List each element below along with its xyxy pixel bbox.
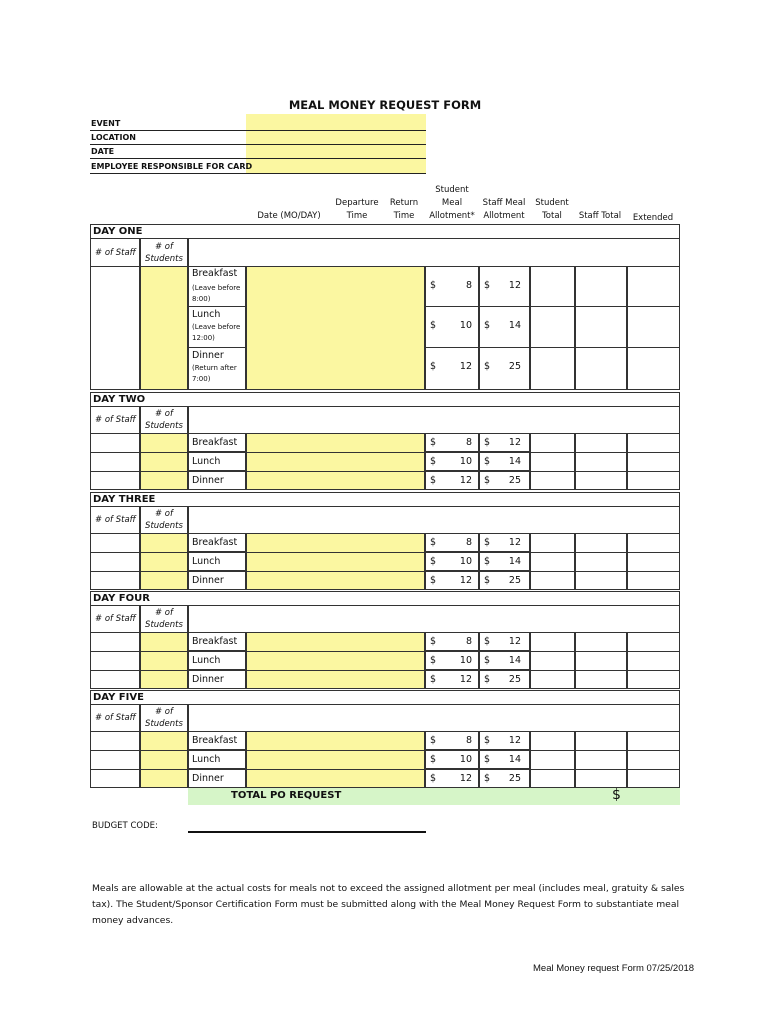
currency-symbol: $ [484, 456, 491, 467]
col-student-total: Student Total [535, 198, 569, 221]
students-column-cell[interactable] [140, 433, 188, 490]
student-amount: 8 [465, 437, 472, 448]
staff-allotment-cell [479, 571, 530, 590]
students-count-cell[interactable] [140, 238, 188, 267]
col-extended: Extended [632, 213, 674, 223]
students-label: # of Students [145, 409, 183, 431]
staff-column-cell [90, 731, 140, 788]
staff-column-cell [90, 433, 140, 490]
student-allotment-cell [425, 552, 479, 571]
student-amount: 8 [465, 280, 472, 291]
student-allotment-cell [425, 731, 479, 750]
date-time-input-area[interactable] [246, 433, 425, 490]
meal-label-cell [188, 552, 246, 571]
student-allotment-cell [425, 347, 479, 390]
staff-amount: 14 [508, 456, 521, 467]
currency-symbol: $ [430, 456, 437, 467]
divider [90, 571, 680, 572]
staff-amount: 14 [508, 655, 521, 666]
student-amount: 10 [459, 655, 472, 666]
event-label: EVENT [91, 119, 121, 128]
staff-allotment-cell [479, 266, 530, 307]
staff-count-cell[interactable] [90, 605, 140, 633]
meal-label-cell [188, 306, 246, 348]
currency-symbol: $ [430, 437, 437, 448]
meal-name: Lunch [192, 556, 221, 567]
day-four-title-row [90, 591, 680, 605]
currency-symbol: $ [430, 475, 437, 486]
meal-name: Breakfast [192, 268, 238, 279]
divider [90, 158, 426, 159]
student-amount: 12 [459, 773, 472, 784]
student-total-column [530, 632, 575, 689]
meal-label-cell [188, 632, 246, 651]
currency-symbol: $ [430, 537, 437, 548]
staff-amount: 12 [508, 735, 521, 746]
day-blank-row [188, 406, 680, 434]
currency-symbol: $ [484, 537, 491, 548]
students-column-cell[interactable] [140, 266, 188, 390]
meal-label-cell [188, 533, 246, 552]
budget-code-label: BUDGET CODE: [92, 821, 158, 831]
students-count-cell[interactable] [140, 506, 188, 534]
staff-count-cell[interactable] [90, 406, 140, 434]
divider [530, 306, 680, 307]
student-allotment-cell [425, 750, 479, 769]
student-allotment-cell [425, 533, 479, 552]
day-four-title: DAY FOUR [93, 593, 150, 604]
currency-symbol: $ [484, 320, 491, 331]
meal-label-cell [188, 452, 246, 471]
student-amount: 12 [459, 674, 472, 685]
meal-label-cell [188, 731, 246, 750]
student-amount: 12 [459, 475, 472, 486]
meal-label-cell [188, 670, 246, 689]
staff-amount: 25 [508, 475, 521, 486]
meal-label-cell [188, 750, 246, 769]
meal-name: Breakfast [192, 437, 238, 448]
meal-label-cell [188, 571, 246, 590]
meal-label-cell [188, 266, 246, 307]
meal-label-cell [188, 433, 246, 452]
staff-total-column [575, 731, 627, 788]
divider [90, 651, 680, 652]
currency-symbol: $ [430, 655, 437, 666]
date-time-input-area[interactable] [246, 266, 425, 390]
currency-symbol: $ [484, 636, 491, 647]
staff-allotment-cell [479, 452, 530, 471]
meal-name: Dinner [192, 475, 224, 486]
staff-allotment-cell [479, 769, 530, 788]
allowance-note: Meals are allowable at the actual costs for meals not to exceed the assigned allotment per meal (includes meal, gratuity & sales tax). The Student/Sponsor Certification Form must be submitted along with the Meal Money Request Form to substantiate meal money advances. [92, 883, 685, 926]
staff-allotment-cell [479, 471, 530, 490]
staff-amount: 12 [508, 537, 521, 548]
staff-column-cell [90, 533, 140, 590]
staff-allotment-cell [479, 533, 530, 552]
student-amount: 8 [465, 735, 472, 746]
student-amount: 8 [465, 636, 472, 647]
col-student-meal: Student Meal Allotment* [429, 185, 475, 221]
meal-label-cell [188, 651, 246, 670]
divider [90, 769, 680, 770]
student-allotment-cell [425, 266, 479, 307]
meal-note: (Leave before 12:00) [192, 323, 241, 342]
staff-amount: 25 [508, 773, 521, 784]
divider [90, 173, 426, 174]
student-total-column [530, 266, 575, 390]
col-date: Date (MO/DAY) [257, 211, 321, 221]
staff-total-column [575, 533, 627, 590]
currency-symbol: $ [430, 361, 437, 372]
staff-amount: 14 [508, 556, 521, 567]
col-departure: Departure Time [335, 198, 379, 221]
meal-name: Lunch [192, 456, 221, 467]
staff-label: # of Staff [95, 713, 136, 723]
divider [90, 452, 680, 453]
staff-total-column [575, 632, 627, 689]
students-label: # of Students [145, 707, 183, 729]
meal-note: (Return after 7:00) [192, 364, 237, 383]
students-count-cell[interactable] [140, 605, 188, 633]
form-title: MEAL MONEY REQUEST FORM [288, 98, 482, 112]
currency-symbol: $ [484, 361, 491, 372]
staff-amount: 14 [508, 320, 521, 331]
currency-symbol: $ [484, 437, 491, 448]
currency-symbol: $ [430, 735, 437, 746]
student-amount: 12 [459, 361, 472, 372]
students-column-cell[interactable] [140, 533, 188, 590]
staff-allotment-cell [479, 731, 530, 750]
student-allotment-cell [425, 670, 479, 689]
day-one-blank-row [188, 238, 680, 267]
meal-name: Dinner [192, 350, 224, 361]
divider [90, 670, 680, 671]
total-label: TOTAL PO REQUEST [231, 790, 342, 801]
day-five-title: DAY FIVE [93, 692, 144, 703]
staff-column-cell [90, 632, 140, 689]
staff-allotment-cell [479, 306, 530, 348]
day-one-title: DAY ONE [93, 226, 143, 237]
col-staff-total: Staff Total [578, 211, 622, 221]
meal-name: Breakfast [192, 636, 238, 647]
currency-symbol: $ [430, 575, 437, 586]
extended-column [627, 266, 680, 390]
day-blank-row [188, 704, 680, 732]
divider [530, 347, 680, 348]
staff-allotment-cell [479, 670, 530, 689]
student-total-column [530, 731, 575, 788]
currency-symbol: $ [484, 773, 491, 784]
students-count-cell[interactable] [140, 406, 188, 434]
student-amount: 10 [459, 754, 472, 765]
extended-column [627, 533, 680, 590]
divider [90, 471, 680, 472]
student-amount: 10 [459, 556, 472, 567]
staff-label: # of Staff [95, 515, 136, 525]
meal-name: Lunch [192, 754, 221, 765]
day-blank-row [188, 605, 680, 633]
meal-name: Lunch [192, 655, 221, 666]
student-allotment-cell [425, 769, 479, 788]
day-blank-row [188, 506, 680, 534]
currency-symbol: $ [430, 674, 437, 685]
students-count-cell[interactable] [140, 704, 188, 732]
currency-symbol: $ [484, 575, 491, 586]
employee-label: EMPLOYEE RESPONSIBLE FOR CARD [91, 162, 253, 171]
meal-name: Dinner [192, 575, 224, 586]
date-time-input-area[interactable] [246, 731, 425, 788]
student-amount: 12 [459, 575, 472, 586]
day-two-title-row [90, 392, 680, 406]
extended-column [627, 433, 680, 490]
col-staff-meal: Staff Meal Allotment [482, 198, 526, 221]
currency-symbol: $ [484, 674, 491, 685]
currency-symbol: $ [430, 556, 437, 567]
meal-name: Dinner [192, 674, 224, 685]
staff-amount: 12 [508, 636, 521, 647]
students-label: # of Students [145, 608, 183, 630]
staff-allotment-cell [479, 632, 530, 651]
currency-symbol: $ [484, 754, 491, 765]
students-column-cell[interactable] [140, 632, 188, 689]
staff-amount: 12 [508, 280, 521, 291]
divider [90, 130, 426, 131]
student-total-column [530, 533, 575, 590]
currency-symbol: $ [430, 280, 437, 291]
staff-amount: 25 [508, 575, 521, 586]
currency-symbol: $ [484, 475, 491, 486]
student-allotment-cell [425, 452, 479, 471]
meal-label-cell [188, 769, 246, 788]
student-amount: 10 [459, 320, 472, 331]
staff-count-cell[interactable] [90, 238, 140, 267]
meal-label-cell [188, 347, 246, 390]
staff-count-cell[interactable] [90, 506, 140, 534]
date-time-input-area[interactable] [246, 533, 425, 590]
staff-amount: 12 [508, 437, 521, 448]
total-row [188, 788, 680, 805]
total-currency: $ [612, 787, 621, 803]
student-allotment-cell [425, 306, 479, 348]
staff-amount: 25 [508, 361, 521, 372]
currency-symbol: $ [484, 280, 491, 291]
currency-symbol: $ [484, 556, 491, 567]
student-total-column [530, 433, 575, 490]
meal-name: Lunch [192, 309, 221, 320]
students-column-cell[interactable] [140, 731, 188, 788]
meal-label-cell [188, 471, 246, 490]
student-allotment-cell [425, 632, 479, 651]
staff-label: # of Staff [95, 248, 136, 258]
meal-name: Breakfast [192, 537, 238, 548]
currency-symbol: $ [430, 754, 437, 765]
meal-note: (Leave before 8:00) [192, 284, 241, 303]
staff-total-column [575, 266, 627, 390]
meal-name: Breakfast [192, 735, 238, 746]
staff-column-cell [90, 266, 140, 390]
day-two-title: DAY TWO [93, 394, 146, 405]
student-allotment-cell [425, 471, 479, 490]
location-label: LOCATION [91, 133, 136, 142]
footer-text: Meal Money request Form 07/25/2018 [533, 963, 695, 974]
divider [90, 144, 426, 145]
currency-symbol: $ [484, 735, 491, 746]
extended-column [627, 731, 680, 788]
staff-amount: 25 [508, 674, 521, 685]
currency-symbol: $ [430, 320, 437, 331]
staff-allotment-cell [479, 552, 530, 571]
extended-column [627, 632, 680, 689]
day-five-title-row [90, 690, 680, 704]
staff-allotment-cell [479, 347, 530, 390]
meal-name: Dinner [192, 773, 224, 784]
student-amount: 10 [459, 456, 472, 467]
student-allotment-cell [425, 433, 479, 452]
currency-symbol: $ [430, 636, 437, 647]
currency-symbol: $ [484, 655, 491, 666]
date-time-input-area[interactable] [246, 632, 425, 689]
students-label: # of Students [145, 509, 183, 531]
budget-code-input-line[interactable] [188, 831, 426, 833]
staff-count-cell[interactable] [90, 704, 140, 732]
divider [90, 552, 680, 553]
students-label: # of Students [145, 242, 183, 264]
staff-label: # of Staff [95, 614, 136, 624]
day-one-title-row [90, 224, 680, 238]
currency-symbol: $ [430, 773, 437, 784]
day-three-title: DAY THREE [93, 494, 156, 505]
divider [90, 750, 680, 751]
staff-allotment-cell [479, 651, 530, 670]
day-three-title-row [90, 492, 680, 506]
staff-amount: 14 [508, 754, 521, 765]
date-label: DATE [91, 147, 115, 156]
staff-allotment-cell [479, 433, 530, 452]
student-allotment-cell [425, 651, 479, 670]
staff-allotment-cell [479, 750, 530, 769]
student-amount: 8 [465, 537, 472, 548]
student-allotment-cell [425, 571, 479, 590]
col-return: Return Time [389, 198, 419, 221]
staff-label: # of Staff [95, 415, 136, 425]
staff-total-column [575, 433, 627, 490]
